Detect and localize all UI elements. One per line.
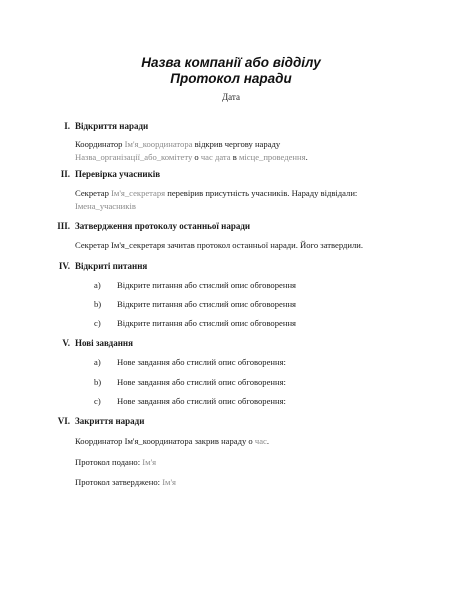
- meeting-date: Дата: [222, 92, 240, 102]
- company-title: Назва компанії або відділу: [141, 55, 321, 70]
- section-title-attendance: Перевірка учасників: [75, 169, 161, 179]
- minutes-approved: [75, 477, 176, 487]
- section-number: II.: [60, 169, 70, 179]
- section-title-opening: Відкриття наради: [75, 121, 149, 131]
- list-item-letter: b): [94, 299, 102, 309]
- time-placeholder: час: [200, 152, 213, 162]
- date-placeholder: дата: [214, 152, 231, 162]
- document-title: Протокол наради: [170, 71, 292, 86]
- text-run: Секретар Ім'я_секретаря зачитав протокол останньої наради. Його затвердили.: [75, 240, 364, 250]
- list-item: Відкрите питання або стислий опис обговорення: [117, 299, 296, 309]
- text-run: відкрив чергову нараду: [192, 139, 281, 149]
- text-run: Координатор Ім'я_координатора закрив нараду о: [75, 436, 255, 446]
- text-run: .: [305, 152, 308, 162]
- section-title-new-tasks: Нові завдання: [75, 338, 133, 348]
- list-item-letter: a): [94, 280, 101, 290]
- submitted-label: Протокол подано:: [75, 457, 143, 467]
- section-title-open-issues: Відкриті питання: [75, 261, 148, 271]
- location-placeholder: місце_проведення: [238, 152, 306, 162]
- list-item: Нове завдання або стислий опис обговорення:: [117, 377, 286, 387]
- text-run: перевірив присутність учасників. Нараду відвідали:: [165, 188, 358, 198]
- approval-paragraph: [75, 239, 387, 252]
- opening-paragraph: [75, 138, 387, 164]
- coordinator-placeholder: Ім'я_координатора: [124, 139, 193, 149]
- attendance-paragraph: [75, 187, 387, 213]
- list-item: Відкрите питання або стислий опис обговорення: [117, 318, 296, 328]
- time-placeholder: час: [254, 436, 267, 446]
- name-placeholder: Ім'я: [142, 457, 157, 467]
- list-item-letter: c): [94, 318, 101, 328]
- list-item: Нове завдання або стислий опис обговорення:: [117, 357, 286, 367]
- attendees-placeholder: Імена_учасників: [75, 201, 136, 211]
- organization-placeholder: Назва_організації_або_комітету: [75, 152, 193, 162]
- list-item-letter: a): [94, 357, 101, 367]
- list-item-letter: c): [94, 396, 101, 406]
- list-item: Відкрите питання або стислий опис обговорення: [117, 280, 296, 290]
- section-number: V.: [62, 338, 70, 348]
- section-title-closing: Закриття наради: [75, 416, 145, 426]
- section-number: IV.: [58, 261, 70, 271]
- minutes-submitted: [75, 457, 156, 467]
- list-item: Нове завдання або стислий опис обговорення:: [117, 396, 286, 406]
- section-title-approval: Затвердження протоколу останньої наради: [75, 221, 251, 231]
- name-placeholder: Ім'я: [162, 477, 176, 487]
- text-run: .: [266, 436, 269, 446]
- section-number: I.: [64, 121, 70, 131]
- text-run: в: [230, 152, 239, 162]
- secretary-placeholder: Ім'я_секретаря: [111, 188, 166, 198]
- text-run: Секретар: [75, 188, 112, 198]
- closing-paragraph: [75, 436, 269, 446]
- section-number: VI.: [57, 416, 70, 426]
- section-number: III.: [57, 221, 70, 231]
- approved-label: Протокол затверджено:: [75, 477, 163, 487]
- text-run: о: [192, 152, 201, 162]
- list-item-letter: b): [94, 377, 102, 387]
- text-run: Координатор: [75, 139, 125, 149]
